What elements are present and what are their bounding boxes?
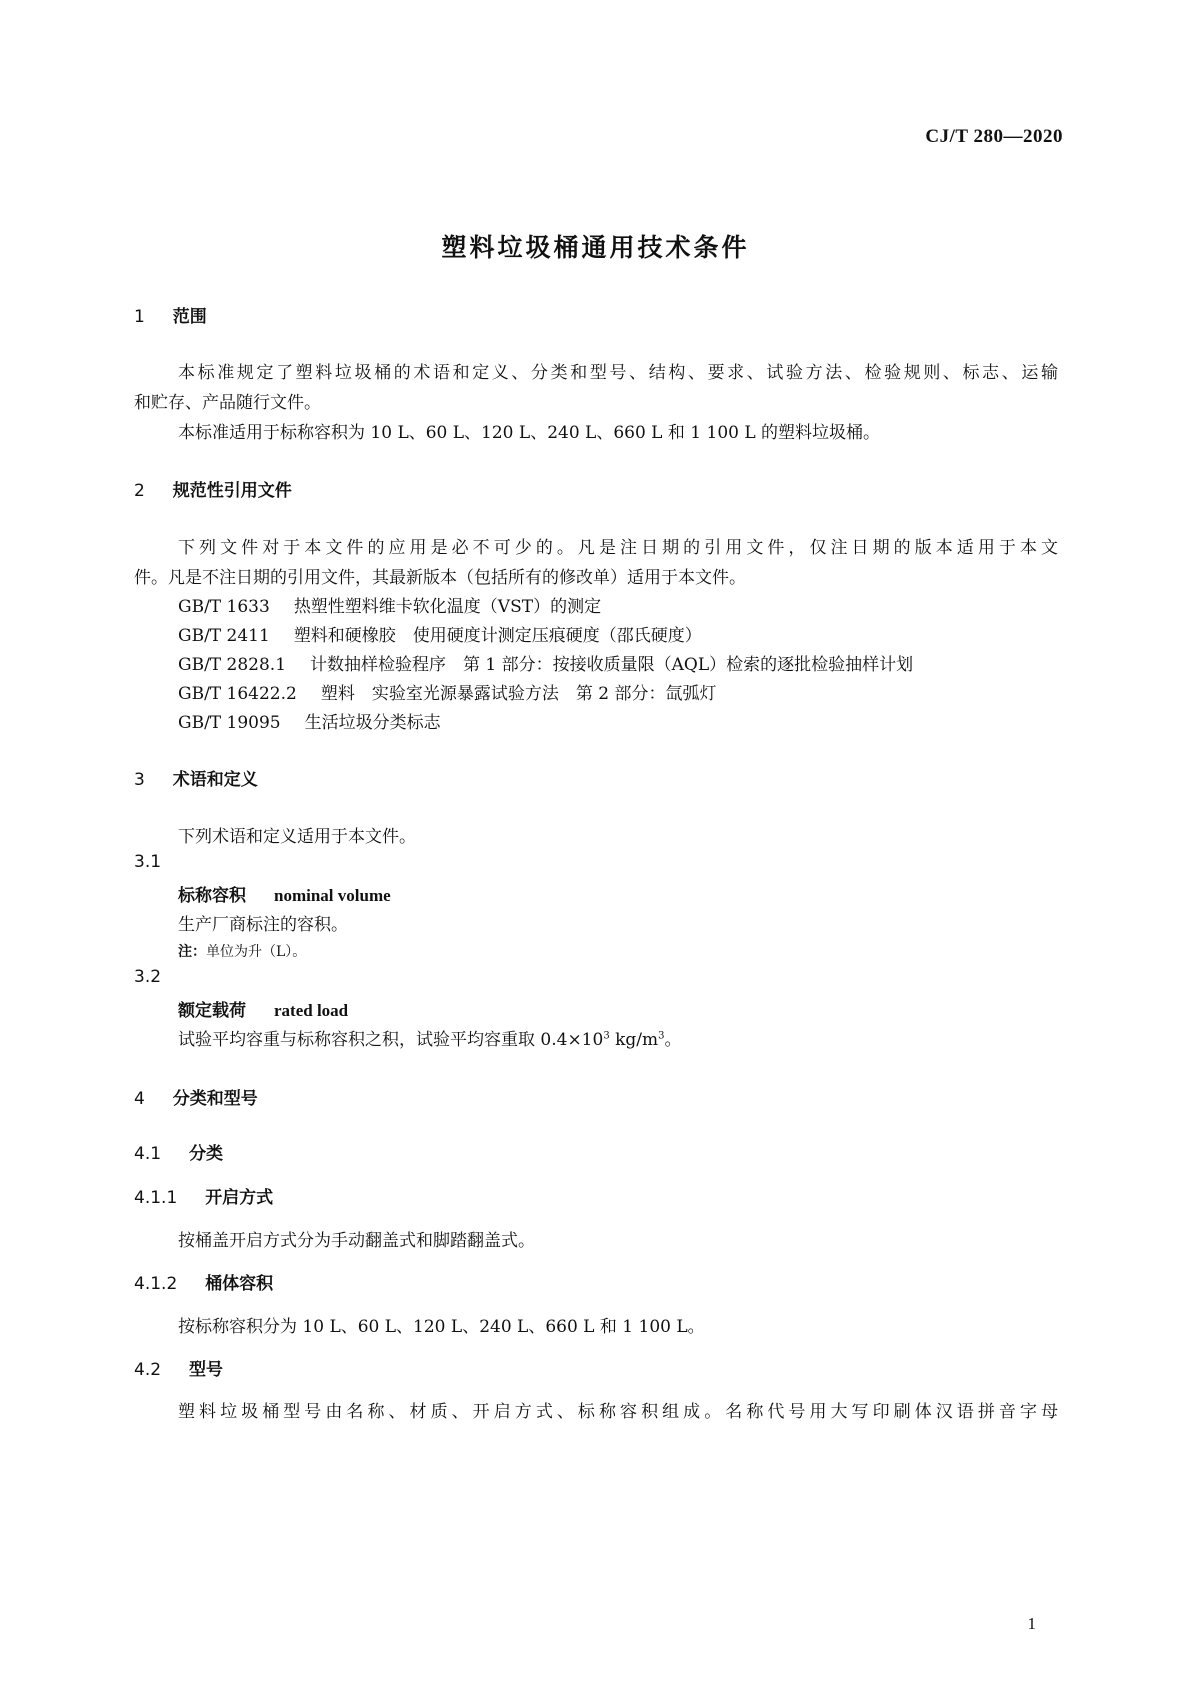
subsection-number: 4.1 — [134, 1144, 162, 1164]
section-number: 4 — [134, 1089, 145, 1109]
term-entry — [178, 881, 391, 906]
section-4-heading — [134, 1084, 258, 1109]
standard-number: CJ/T 280—2020 — [925, 126, 1063, 147]
definition-end: 。 — [664, 1030, 682, 1050]
section-title: 术语和定义 — [172, 770, 258, 790]
subsection-4-1-2-heading — [134, 1269, 273, 1294]
reference-code: GB/T 2828.1 — [178, 655, 287, 675]
paragraph: 下列文件对于本文件的应用是必不可少的。凡是注日期的引用文件，仅注日期的版本适用于本文 — [178, 538, 1058, 558]
reference-title: 计数抽样检验程序 第 1 部分：按接收质量限（AQL）检索的逐批检验抽样计划 — [310, 655, 914, 675]
reference-item — [178, 621, 702, 646]
term-zh: 额定载荷 — [178, 1001, 246, 1021]
reference-title: 塑料 实验室光源暴露试验方法 第 2 部分：氙弧灯 — [320, 684, 717, 704]
subsection-4-1-heading — [134, 1139, 223, 1164]
term-definition: 生产厂商标注的容积。 — [178, 915, 348, 935]
exponent: 3 — [658, 1030, 665, 1042]
paragraph: 本标准适用于标称容积为 10 L、60 L、120 L、240 L、660 L 和 1 100 L 的塑料垃圾桶。 — [178, 423, 881, 443]
section-3-heading — [134, 765, 258, 790]
subsection-4-1-1-heading — [134, 1183, 273, 1208]
subsection-title: 桶体容积 — [205, 1274, 274, 1294]
section-1-heading — [134, 302, 207, 327]
note-text: 单位为升（L）。 — [206, 944, 307, 960]
paragraph: 塑料垃圾桶型号由名称、材质、开启方式、标称容积组成。名称代号用大写印刷体汉语拼音字母 — [178, 1402, 1058, 1422]
document-title: 塑料垃圾桶通用技术条件 — [441, 233, 750, 262]
subsection-4-2-heading — [134, 1355, 223, 1380]
term-note — [178, 941, 306, 961]
page-number: 1 — [1027, 1614, 1036, 1633]
subsection-number: 4.1.2 — [134, 1274, 178, 1294]
reference-item — [178, 708, 441, 733]
term-en: rated load — [274, 1001, 349, 1020]
section-title: 规范性引用文件 — [172, 481, 292, 501]
subsection-title: 开启方式 — [205, 1188, 274, 1208]
paragraph: 本标准规定了塑料垃圾桶的术语和定义、分类和型号、结构、要求、试验方法、检验规则、标志、运输 — [178, 363, 1058, 383]
reference-title: 热塑性塑料维卡软化温度（VST）的测定 — [293, 597, 602, 617]
subsection-title: 分类 — [188, 1144, 223, 1164]
reference-code: GB/T 19095 — [178, 713, 281, 733]
reference-item — [178, 592, 601, 617]
term-definition — [178, 1025, 682, 1050]
section-2-heading — [134, 476, 292, 501]
definition-text: 试验平均容重与标称容积之积，试验平均容重取 0.4×10 — [178, 1030, 604, 1050]
section-number: 2 — [134, 481, 145, 501]
reference-title: 塑料和硬橡胶 使用硬度计测定压痕硬度（邵氏硬度） — [293, 626, 702, 646]
term-number: 3.2 — [134, 967, 162, 987]
reference-title: 生活垃圾分类标志 — [304, 713, 441, 733]
subsection-number: 4.2 — [134, 1360, 162, 1380]
term-entry — [178, 996, 348, 1021]
reference-code: GB/T 1633 — [178, 597, 270, 617]
section-title: 分类和型号 — [172, 1089, 258, 1109]
term-number: 3.1 — [134, 852, 162, 872]
section-title: 范围 — [172, 307, 207, 327]
reference-code: GB/T 2411 — [178, 626, 270, 646]
paragraph: 按桶盖开启方式分为手动翻盖式和脚踏翻盖式。 — [178, 1231, 535, 1251]
paragraph-continuation: 件。凡是不注日期的引用文件，其最新版本（包括所有的修改单）适用于本文件。 — [134, 568, 746, 588]
reference-item — [178, 650, 913, 675]
section-number: 3 — [134, 770, 145, 790]
reference-item — [178, 679, 716, 704]
definition-unit: kg/m — [609, 1030, 659, 1050]
subsection-number: 4.1.1 — [134, 1188, 178, 1208]
exponent: 3 — [603, 1030, 610, 1042]
section-number: 1 — [134, 307, 145, 327]
paragraph: 下列术语和定义适用于本文件。 — [178, 827, 416, 847]
subsection-title: 型号 — [188, 1360, 223, 1380]
paragraph: 按标称容积分为 10 L、60 L、120 L、240 L、660 L 和 1 100 L。 — [178, 1317, 705, 1337]
term-en: nominal volume — [274, 886, 391, 905]
paragraph-continuation: 和贮存、产品随行文件。 — [134, 393, 321, 413]
note-label: 注： — [178, 944, 206, 960]
reference-code: GB/T 16422.2 — [178, 684, 297, 704]
term-zh: 标称容积 — [178, 886, 246, 906]
